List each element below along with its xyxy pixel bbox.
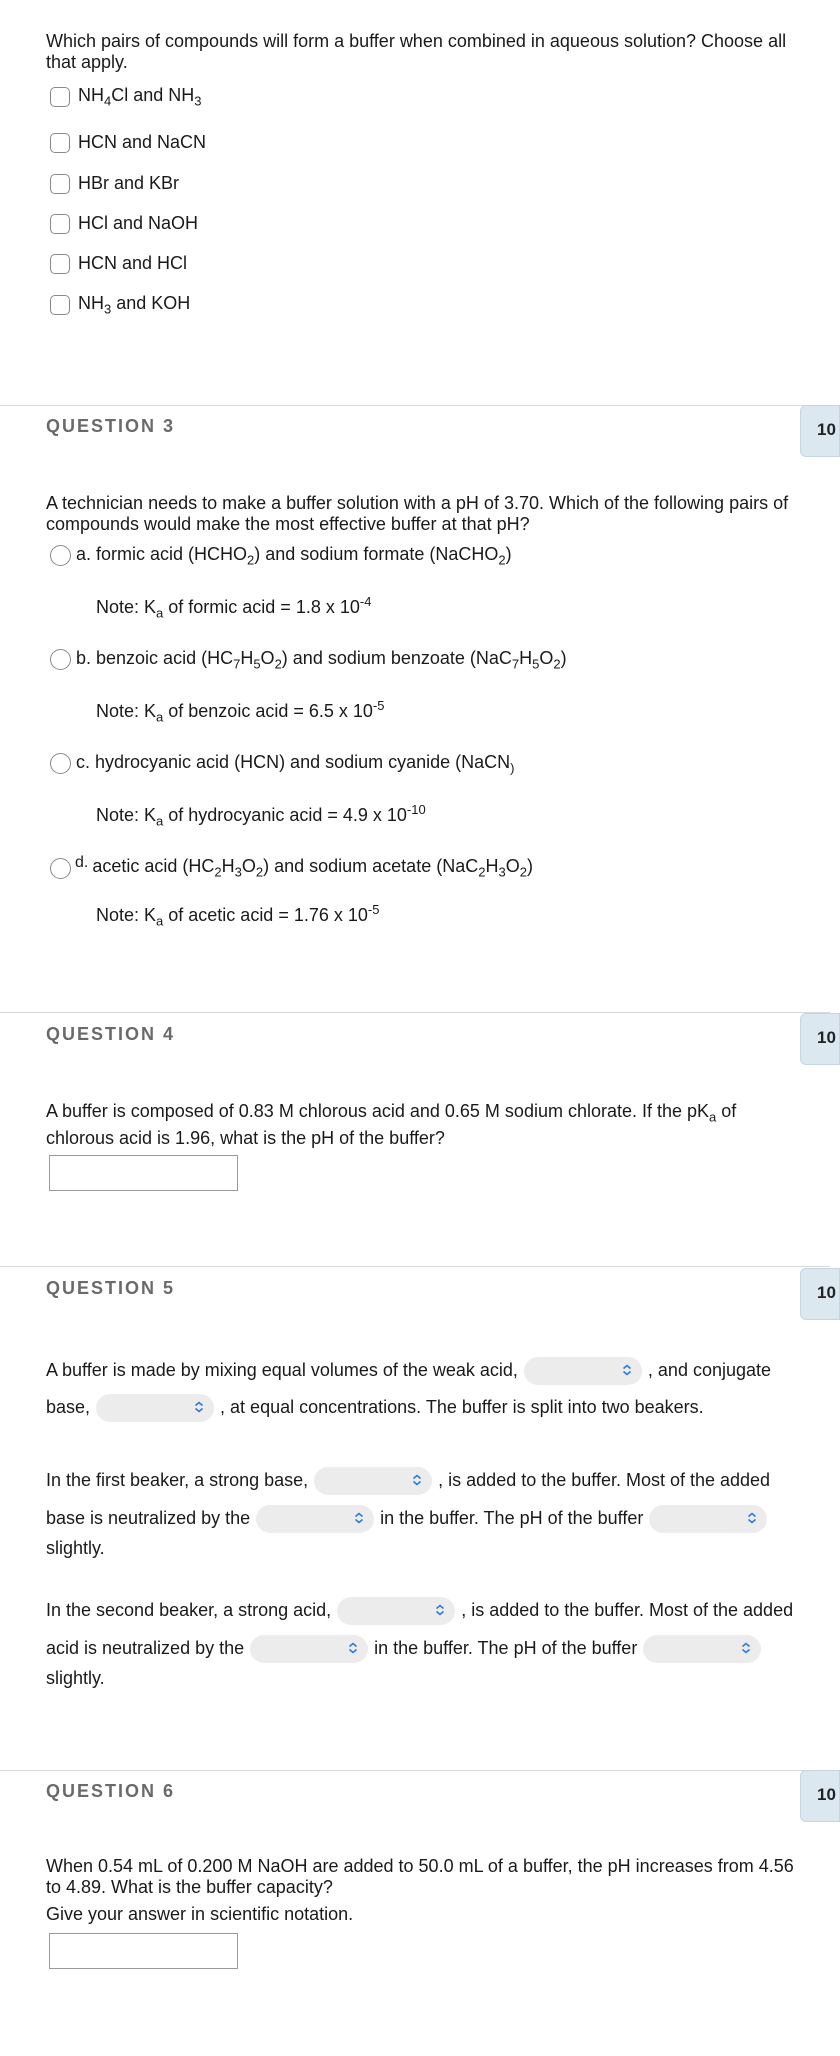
- option-label: c. hydrocyanic acid (HCN) and sodium cyanide (NaCN$_)$: [76, 752, 515, 776]
- q4-answer-input[interactable]: [49, 1155, 238, 1191]
- q3-option-a[interactable]: [50, 544, 512, 568]
- q3-option-b[interactable]: [50, 648, 567, 672]
- option-label: HBr and KBr: [78, 173, 180, 193]
- q2-option-hbr-kbr[interactable]: [50, 173, 179, 194]
- weak-acid-select[interactable]: [524, 1357, 642, 1385]
- select-arrows-icon: [409, 1472, 425, 1488]
- strong-base-select[interactable]: [314, 1467, 432, 1495]
- select-arrows-icon: [345, 1640, 361, 1656]
- divider: [0, 1266, 830, 1267]
- question-4-header: QUESTION 4: [46, 1024, 176, 1044]
- q5-line-4: base is neutralized by the in the buffer. The pH of the buffer: [46, 1505, 773, 1533]
- q5-line-1: A buffer is made by mixing equal volumes of the weak acid, , and conjugate: [46, 1357, 771, 1385]
- strong-acid-select[interactable]: [337, 1597, 455, 1625]
- q3-note-b: Note: $K_a$ of benzoic acid = 6.5 x $10^{-5}$: [96, 698, 385, 725]
- points-tab: 10: [800, 1770, 840, 1822]
- option-label: acetic acid $(HC_2H_3O_2)$ and sodium acetate $(NaC_2H_3O_2)$: [92, 856, 533, 880]
- select-arrows-icon: [351, 1510, 367, 1526]
- select-arrows-icon: [619, 1362, 635, 1378]
- divider: [0, 1012, 830, 1013]
- checkbox[interactable]: [50, 214, 70, 234]
- q4-prompt: A buffer is composed of 0.83 M chlorous acid and 0.65 M sodium chlorate. If the $pK_a$ of chlorous acid is 1.96, what is the pH of the buffer?: [46, 1101, 737, 1148]
- q6-answer-input[interactable]: [49, 1933, 238, 1969]
- acid-neutralizer-select[interactable]: [250, 1635, 368, 1663]
- radio-button[interactable]: [50, 858, 71, 879]
- select-arrows-icon: [744, 1510, 760, 1526]
- q3-prompt: A technician needs to make a buffer solution with a pH of 3.70. Which of the following pairs of compounds would make the most effective buffer at that pH?: [46, 493, 789, 534]
- q2-option-hcn-nacn[interactable]: [50, 132, 206, 153]
- option-letter: d.: [75, 854, 89, 871]
- q5-line-7: acid is neutralized by the in the buffer. The pH of the buffer: [46, 1635, 767, 1663]
- q5-line-8: slightly.: [46, 1668, 105, 1688]
- divider: [0, 1770, 830, 1771]
- q3-note-a: Note: $K_a$ of formic acid = 1.8 x $10^{-4}$: [96, 594, 372, 621]
- select-arrows-icon: [738, 1640, 754, 1656]
- q5-line-2: base, , at equal concentrations. The buffer is split into two beakers.: [46, 1394, 704, 1422]
- ph-change-select-1[interactable]: [649, 1505, 767, 1533]
- conjugate-base-select[interactable]: [96, 1394, 214, 1422]
- q5-line-6: In the second beaker, a strong acid, , is added to the buffer. Most of the added: [46, 1597, 793, 1625]
- option-label: b. benzoic acid $(HC_7H_5O_2)$ and sodium benzoate $(NaC_7H_5O_2)$: [76, 648, 567, 672]
- option-label: $NH_3$ and KOH: [78, 293, 191, 317]
- q2-option-nh4cl-nh3[interactable]: [50, 85, 202, 109]
- checkbox[interactable]: [50, 174, 70, 194]
- question-5-header: QUESTION 5: [46, 1278, 176, 1298]
- q6-prompt: When 0.54 mL of 0.200 M NaOH are added to 50.0 mL of a buffer, the pH increases from 4.56 to 4.89. What is the buffer capacity?: [46, 1856, 794, 1897]
- select-arrows-icon: [432, 1602, 448, 1618]
- q5-line-3: In the first beaker, a strong base, , is added to the buffer. Most of the added: [46, 1467, 770, 1495]
- select-arrows-icon: [191, 1399, 207, 1415]
- q6-instruction: Give your answer in scientific notation.: [46, 1904, 354, 1924]
- checkbox[interactable]: [50, 87, 70, 107]
- q3-option-c[interactable]: [50, 752, 515, 776]
- option-label: HCN and HCl: [78, 253, 188, 273]
- q3-option-d[interactable]: [50, 856, 533, 880]
- q3-note-d: Note: $K_a$ of acetic acid = 1.76 x $10^{-5}$: [96, 902, 380, 929]
- option-label: HCl and NaOH: [78, 213, 199, 233]
- checkbox[interactable]: [50, 254, 70, 274]
- radio-button[interactable]: [50, 753, 71, 774]
- radio-button[interactable]: [50, 545, 71, 566]
- q2-option-hcl-naoh[interactable]: [50, 213, 198, 234]
- q2-option-hcn-hcl[interactable]: [50, 253, 187, 274]
- q5-line-5: slightly.: [46, 1538, 105, 1558]
- q3-note-c: Note: $K_a$ of hydrocyanic acid = 4.9 x $10^{-10}$: [96, 802, 426, 829]
- points-tab: 10: [800, 1013, 840, 1065]
- question-3-header: QUESTION 3: [46, 416, 176, 436]
- radio-button[interactable]: [50, 649, 71, 670]
- q2-option-nh3-koh[interactable]: [50, 293, 190, 317]
- points-tab: 10: [800, 405, 840, 457]
- question-6-header: QUESTION 6: [46, 1781, 176, 1801]
- checkbox[interactable]: [50, 295, 70, 315]
- q2-prompt: Which pairs of compounds will form a buffer when combined in aqueous solution? Choose all that apply.: [46, 31, 787, 72]
- option-label: a. formic acid $(HCHO_2)$ and sodium formate (NaCHO$_2$): [76, 544, 512, 568]
- option-label: HCN and NaCN: [78, 132, 207, 152]
- checkbox[interactable]: [50, 133, 70, 153]
- points-tab: 10: [800, 1268, 840, 1320]
- divider: [0, 405, 830, 406]
- option-label: $NH_4Cl$ and $NH_3$: [78, 85, 202, 109]
- base-neutralizer-select[interactable]: [256, 1505, 374, 1533]
- ph-change-select-2[interactable]: [643, 1635, 761, 1663]
